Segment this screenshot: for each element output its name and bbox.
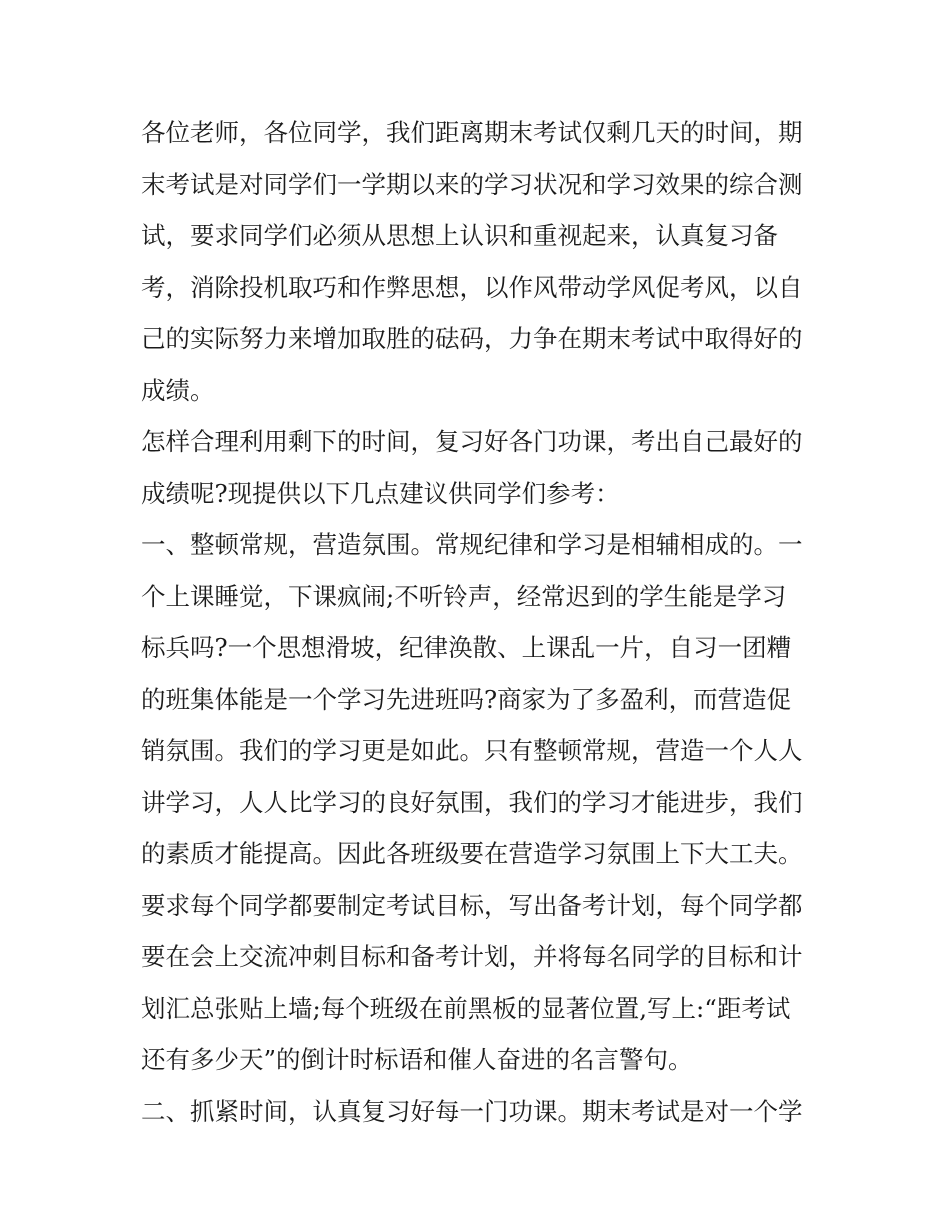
- text-line: 的素质才能提高。因此各班级要在营造学习氛围上下大工夫。: [141, 839, 803, 868]
- text-line: 划汇总张贴上墙;每个班级在前黑板的显著位置,写上:“距考试: [141, 993, 791, 1023]
- text-line: 成绩呢?现提供以下几点建议供同学们参考：: [141, 478, 620, 508]
- text-line: 考，消除投机取巧和作弊思想，以作风带动学风促考风，以自: [141, 272, 803, 302]
- text-line: 二、抓紧时间，认真复习好每一门功课。期末考试是对一个学: [141, 1096, 803, 1126]
- text-line: 个上课睡觉，下课疯闹;不听铃声，经常迟到的学生能是学习: [141, 581, 787, 611]
- text-line: 的班集体能是一个学习先进班吗?商家为了多盈利，而营造促: [141, 684, 792, 714]
- text-line: 讲学习，人人比学习的良好氛围，我们的学习才能进步，我们: [141, 787, 803, 817]
- text-line: 成绩。: [141, 375, 215, 405]
- text-line: 末考试是对同学们一学期以来的学习状况和学习效果的综合测: [141, 169, 803, 199]
- text-line: 一、整顿常规，营造氛围。常规纪律和学习是相辅相成的。一: [141, 530, 803, 559]
- text-line: 各位老师，各位同学，我们距离期末考试仅剩几天的时间，期: [141, 118, 803, 147]
- paragraph-point-one: [141, 519, 813, 1086]
- text-line: 己的实际努力来增加取胜的砝码，力争在期末考试中取得好的: [141, 324, 803, 353]
- text-line: 标兵吗?一个思想滑坡，纪律涣散、上课乱一片，自习一团糟: [141, 633, 792, 662]
- text-line: 试，要求同学们必须从思想上认识和重视起来，认真复习备: [141, 221, 778, 250]
- paragraph-point-two: [141, 1086, 813, 1138]
- text-line: 要求每个同学都要制定考试目标，写出备考计划，每个同学都: [141, 890, 803, 920]
- paragraph-question: [141, 416, 813, 519]
- document-body: [141, 107, 813, 1137]
- paragraph-intro: [141, 107, 813, 416]
- text-line: 要在会上交流冲刺目标和备考计划，并将每名同学的目标和计: [141, 942, 803, 971]
- text-line: 销氛围。我们的学习更是如此。只有整顿常规，营造一个人人: [141, 736, 803, 765]
- text-line: 怎样合理利用剩下的时间，复习好各门功课，考出自己最好的: [141, 427, 803, 456]
- text-line: 还有多少天”的倒计时标语和催人奋进的名言警句。: [141, 1045, 693, 1074]
